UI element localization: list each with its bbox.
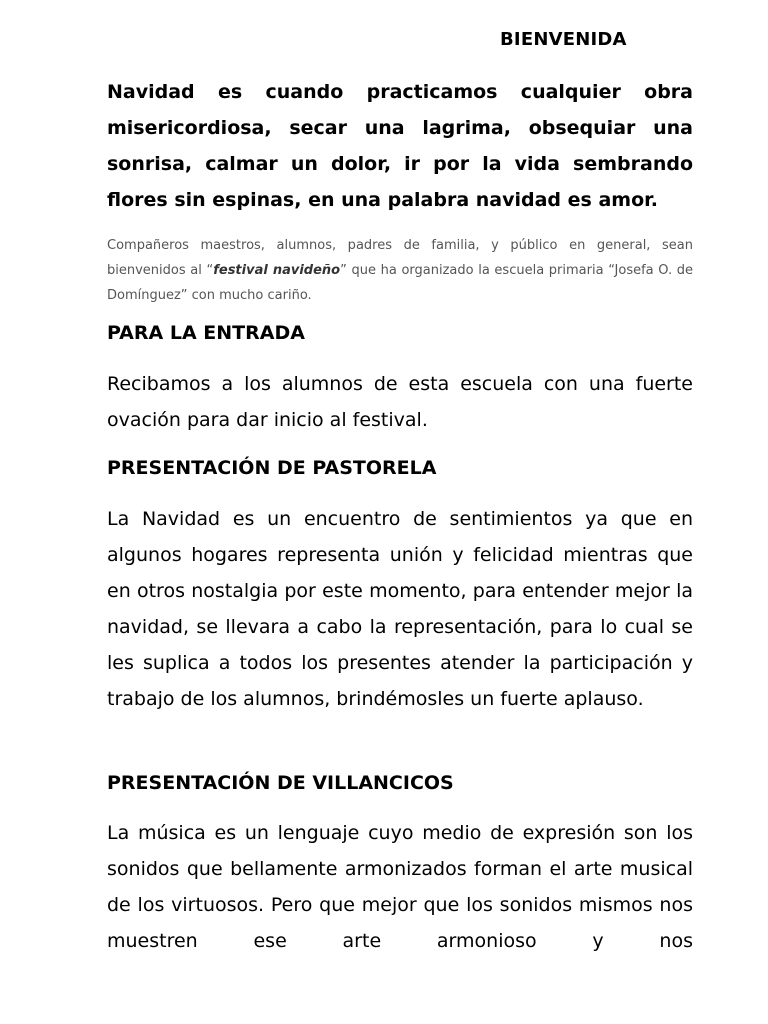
page-title: BIENVENIDA [500, 29, 627, 50]
section-heading-pastorela: PRESENTACIÓN DE PASTORELA [107, 457, 437, 479]
section-body-villancicos: La música es un lenguaje cuyo medio de expresión son los sonidos que bellamente armonizados forman el arte musical de los virtuosos. Pero que mejor que los sonidos mismos nos muestren ese arte armonioso y nos [107, 822, 693, 952]
greeting-text-after: ” que ha organizado la escuela primaria “Josefa O. de Domínguez” con mucho cariño. [107, 263, 693, 303]
greeting-paragraph [107, 233, 693, 308]
intro-paragraph: Navidad es cuando practicamos cualquier obra misericordiosa, secar una lagrima, obsequiar una sonrisa, calmar un dolor, ir por la vida sembrando flores sin espinas, en una palabra navidad es amor. [107, 81, 693, 211]
greeting-text-before: Compañeros maestros, alumnos, padres de familia, y público en general, sean bienvenidos al “ [107, 238, 693, 278]
section-body-entrada: Recibamos a los alumnos de esta escuela con una fuerte ovación para dar inicio al festival. [107, 373, 693, 431]
section-body-pastorela: La Navidad es un encuentro de sentimientos ya que en algunos hogares representa unión y felicidad mientras que en otros nostalgia por este momento, para entender mejor la navidad, se llevara a cabo la representación, para lo cual se les suplica a todos los presentes atender la participación y trabajo de los alumnos, brindémosles un fuerte aplauso. [107, 508, 693, 710]
festival-name: festival navideño [213, 263, 341, 278]
section-heading-villancicos: PRESENTACIÓN DE VILLANCICOS [107, 772, 454, 794]
section-heading-entrada: PARA LA ENTRADA [107, 322, 305, 344]
